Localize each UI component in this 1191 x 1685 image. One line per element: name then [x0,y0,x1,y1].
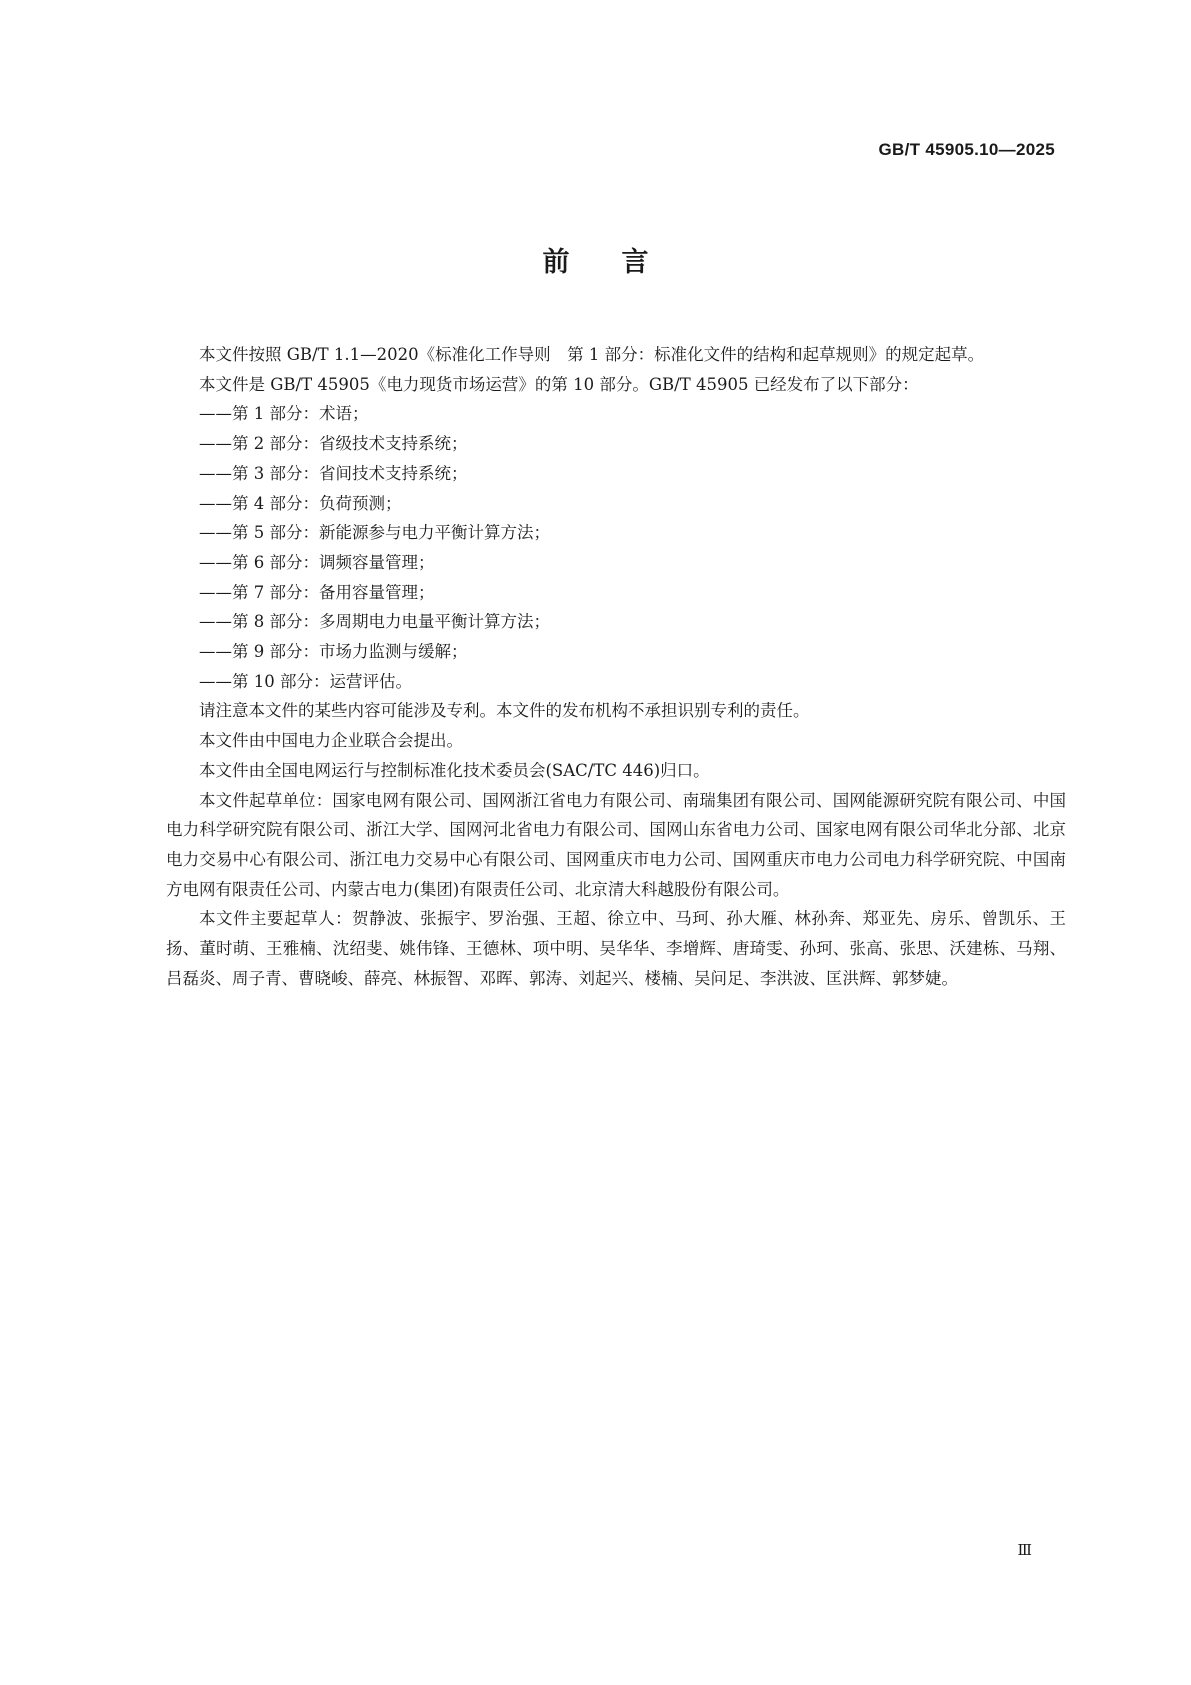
patent-notice: 请注意本文件的某些内容可能涉及专利。本文件的发布机构不承担识别专利的责任。 [199,701,810,721]
foreword-body [166,340,1066,993]
parts-list [166,399,1066,696]
list-item: ——第 7 部分：备用容量管理； [199,582,435,602]
proposed-by-paragraph: 本文件由中国电力企业联合会提出。 [199,731,463,751]
list-item: ——第 10 部分：运营评估。 [199,671,412,691]
page-number: Ⅲ [1017,1541,1032,1559]
drafting-rule-paragraph: 本文件按照 GB/T 1.1—2020《标准化工作导则 第 1 部分：标准化文件的结构和起草规则》的规定起草。 [199,345,985,364]
list-item: ——第 5 部分：新能源参与电力平衡计算方法； [199,523,550,543]
list-item: ——第 4 部分：负荷预测； [199,493,402,513]
list-item: ——第 6 部分：调频容量管理； [199,552,435,572]
drafters-paragraph: 本文件主要起草人：贺静波、张振宇、罗治强、王超、徐立中、马珂、孙大雁、林孙奔、郑亚先、房乐、曾凯乐、王扬、董时萌、王雅楠、沈绍斐、姚伟锋、王德林、项中明、吴华华、李增辉、唐琦雯、孙珂、张高、张思、沃建栋、马翔、吕磊炎、周子青、曹晓峻、薛亮、林振智、邓晖、郭涛、刘起兴、楼楠、吴问足、李洪波、匡洪辉、郭梦婕。 [166,909,1066,988]
series-intro-paragraph: 本文件是 GB/T 45905《电力现货市场运营》的第 10 部分。GB/T 45905 已经发布了以下部分： [199,374,919,394]
managed-by-paragraph: 本文件由全国电网运行与控制标准化技术委员会(SAC/TC 446)归口。 [199,760,710,780]
standard-number: GB/T 45905.10—2025 [878,140,1055,159]
list-item: ——第 3 部分：省间技术支持系统； [199,463,468,483]
drafting-units-paragraph: 本文件起草单位：国家电网有限公司、国网浙江省电力有限公司、南瑞集团有限公司、国网能源研究院有限公司、中国电力科学研究院有限公司、浙江大学、国网河北省电力有限公司、国网山东省电力公司、国家电网有限公司华北分部、北京电力交易中心有限公司、浙江电力交易中心有限公司、国网重庆市电力公司、国网重庆市电力公司电力科学研究院、中国南方电网有限责任公司、内蒙古电力(集团)有限责任公司、北京清大科越股份有限公司。 [166,790,1066,899]
page-title: 前言 [542,247,701,278]
list-item: ——第 9 部分：市场力监测与缓解； [199,642,468,662]
list-item: ——第 8 部分：多周期电力电量平衡计算方法； [199,612,550,632]
list-item: ——第 2 部分：省级技术支持系统； [199,434,468,454]
list-item: ——第 1 部分：术语； [199,404,369,424]
